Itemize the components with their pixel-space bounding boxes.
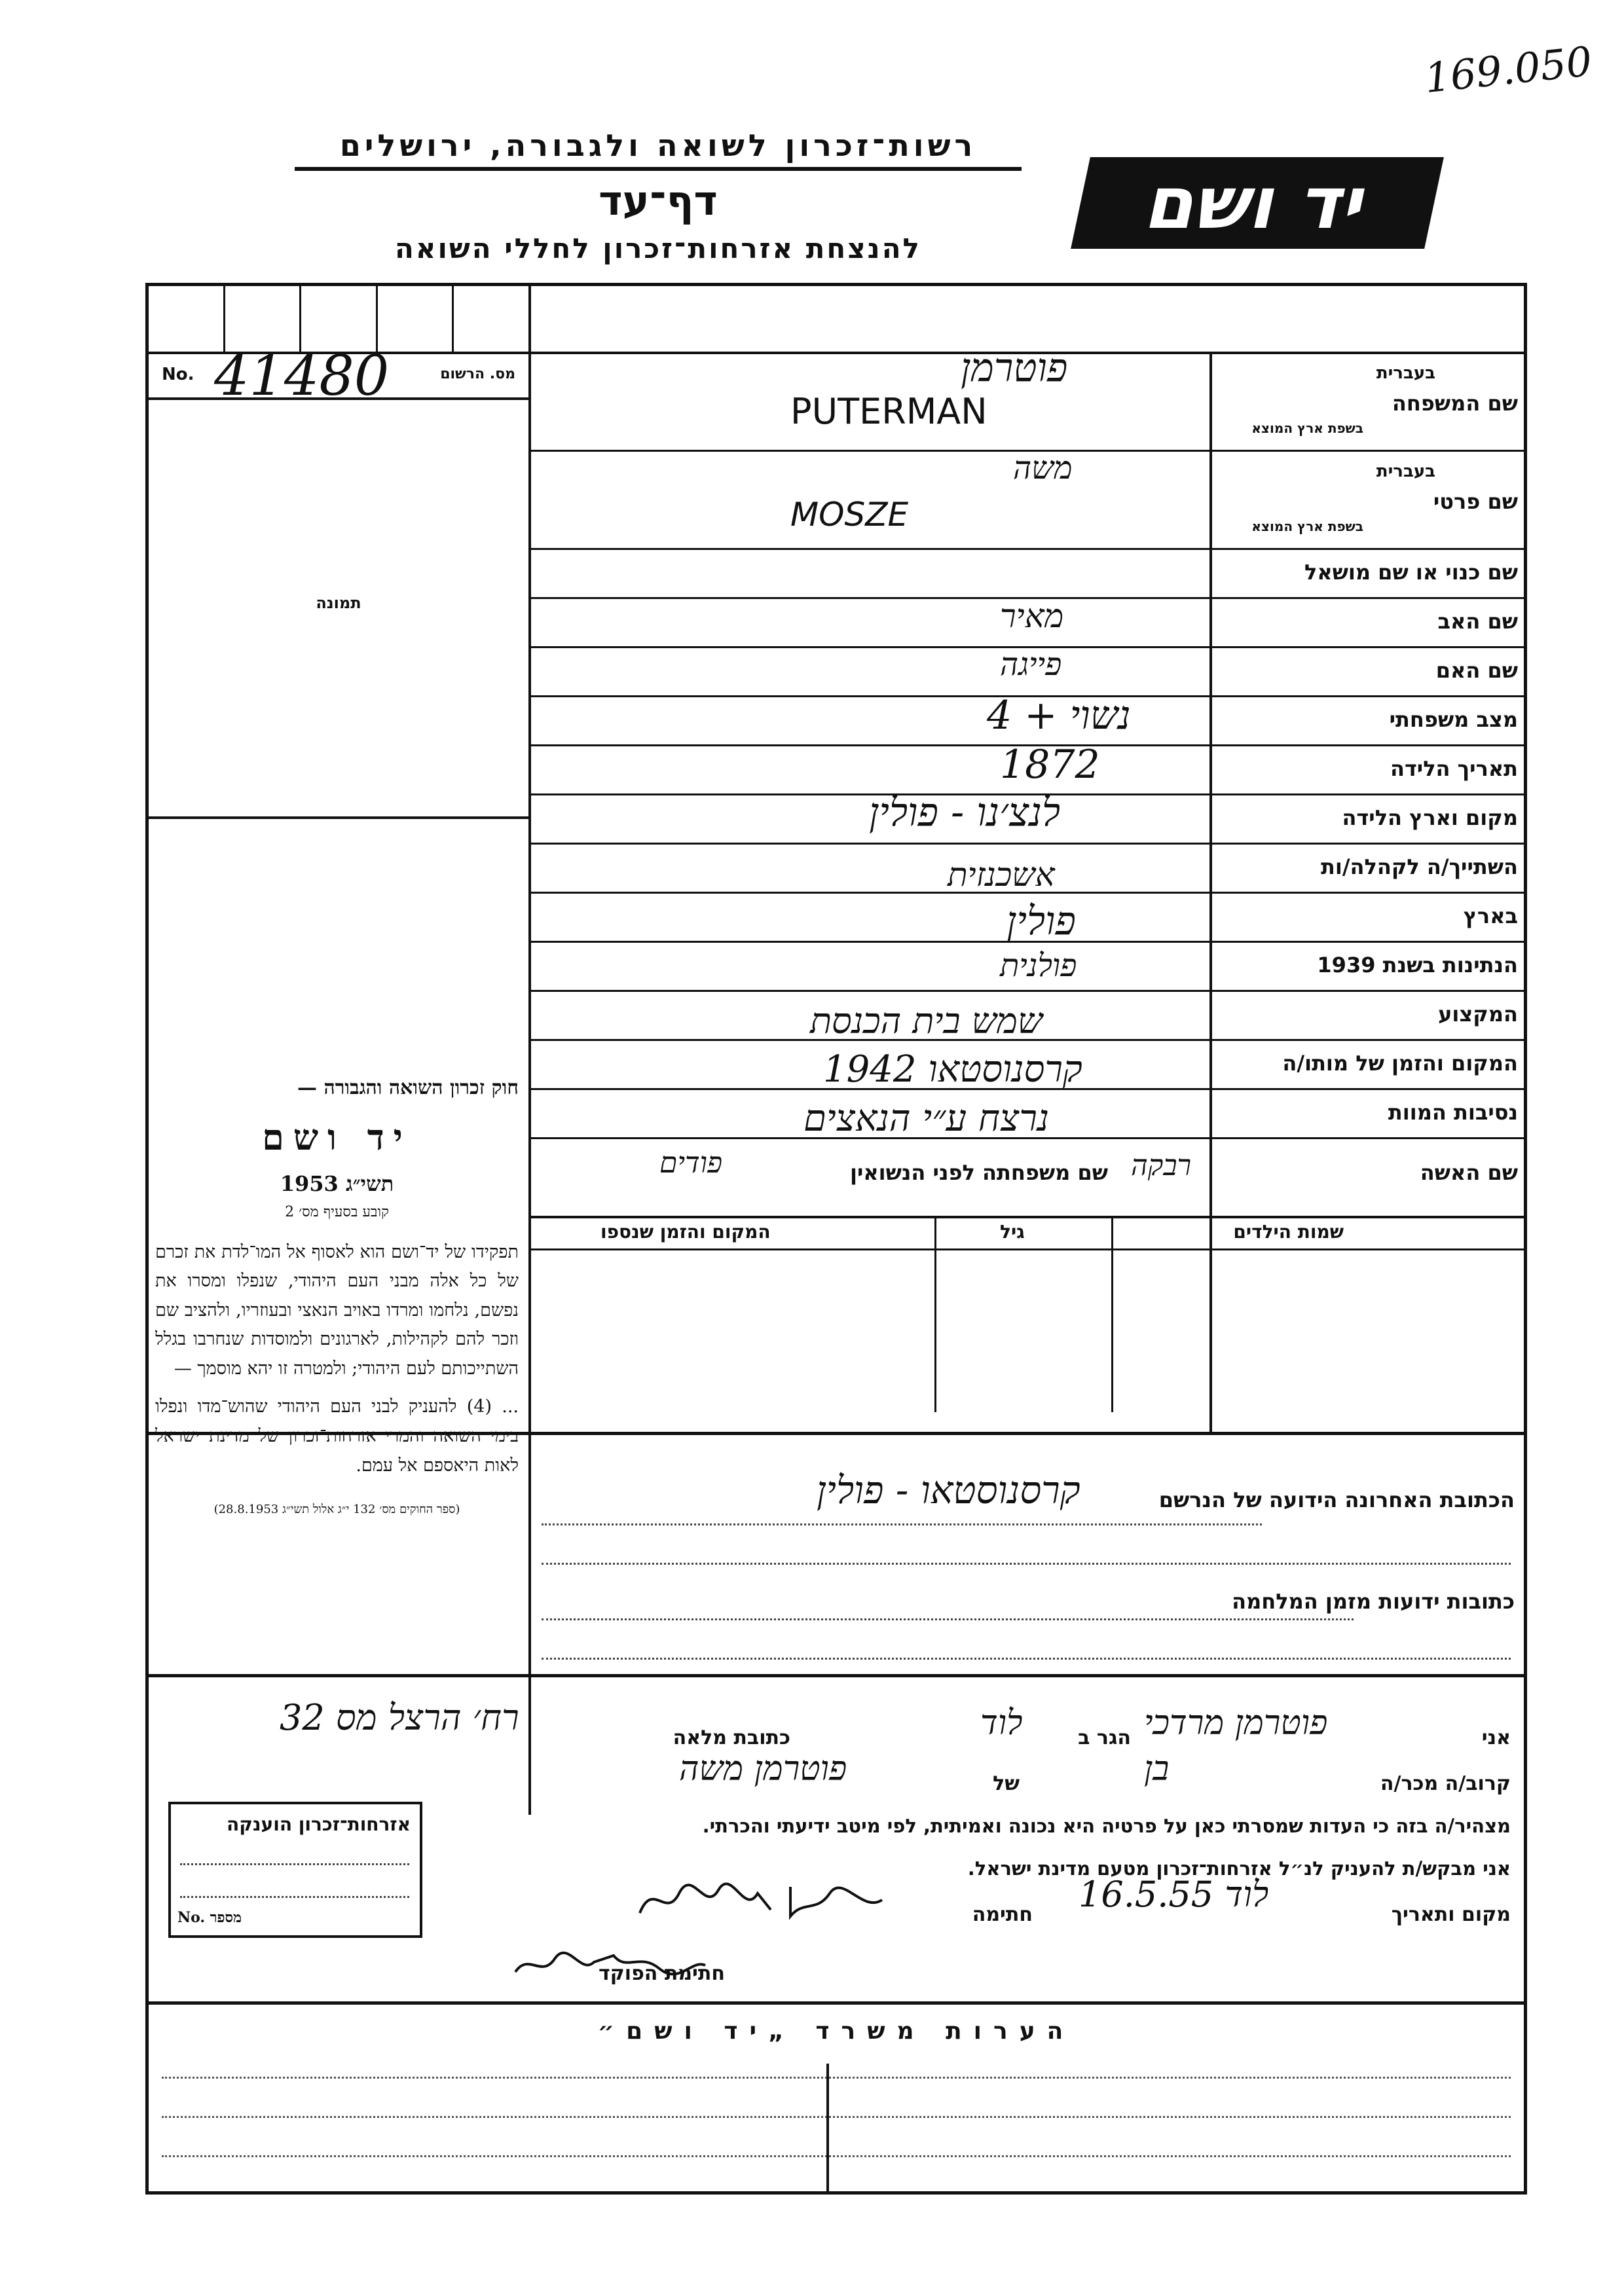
law-section: קובע בסעיף מס׳ 2 <box>285 1204 389 1221</box>
registration-row <box>149 344 528 408</box>
mother-row <box>528 646 1527 697</box>
country-label: בארץ <box>1463 903 1518 928</box>
children-col-divider <box>1111 1216 1113 1412</box>
declarant-address[interactable]: רח׳ הרצל מס 32 <box>280 1697 519 1738</box>
profession-row <box>528 990 1527 1041</box>
declarant-lives-label: הגר ב <box>1078 1726 1131 1749</box>
death-circumstances-label: נסיבות המוות <box>1388 1100 1518 1125</box>
stamp-line <box>180 1863 409 1865</box>
remarks-line <box>162 2077 1511 2079</box>
mother-label: שם האם <box>1435 658 1518 683</box>
relation-value[interactable]: בן <box>1144 1749 1170 1789</box>
law-citation: (ספר החוקים מס׳ 132 י״ג אלול תשי״ג 28.8.1953) <box>213 1503 460 1517</box>
children-header <box>528 1216 1527 1250</box>
war-addresses-label: כתובות ידועות מזמן המלחמה <box>1232 1589 1515 1614</box>
surname-hebrew-value[interactable]: פוטרמן <box>961 345 1068 391</box>
declaration-section <box>149 1674 1524 2005</box>
profession-label: המקצוע <box>1438 1002 1518 1027</box>
remarks-line <box>162 2116 1511 2118</box>
surname-row <box>528 345 1527 452</box>
code-box <box>376 286 452 352</box>
community-row <box>528 843 1527 894</box>
code-box <box>452 286 528 352</box>
last-address-line <box>542 1523 1262 1525</box>
file-number: 169.050 <box>1422 37 1595 103</box>
maiden-name-value[interactable]: פודים <box>659 1146 723 1180</box>
mother-name-value[interactable]: פייגה <box>1000 646 1062 683</box>
top-strip <box>528 286 1527 354</box>
law-title: חוק זכרון השואה והגבורה — <box>297 1076 519 1099</box>
certificate-stamp-box <box>168 1802 422 1938</box>
remarks-line <box>162 2155 1511 2157</box>
death-place-value[interactable]: קרסנוסטאו 1942 <box>823 1048 1082 1091</box>
country-value[interactable]: פולין <box>1006 898 1076 944</box>
death-circumstances-row <box>528 1088 1527 1139</box>
profession-value[interactable]: שמש בית הכנסת <box>810 1000 1043 1042</box>
father-row <box>528 597 1527 648</box>
yad-vashem-logo: יד ושם <box>1071 157 1444 249</box>
surname-local-value[interactable]: PUTERMAN <box>790 391 987 432</box>
surname-local-label: בשפת ארץ המוצא <box>1251 420 1363 436</box>
marital-label: מצב משפחתי <box>1389 707 1518 732</box>
birth-place-value[interactable]: לנצ׳נו - פולין <box>869 790 1061 835</box>
last-address-line <box>542 1563 1511 1565</box>
wife-label: שם האשה <box>1420 1160 1518 1185</box>
relation-of-label: של <box>993 1772 1020 1795</box>
signature-label: חתימה <box>972 1903 1033 1926</box>
first-name-hebrew-value[interactable]: משה <box>1013 450 1073 486</box>
place-date-value[interactable]: לוד 16.5.55 <box>1079 1874 1269 1915</box>
citizenship-label: הנתינות בשנת 1939 <box>1317 953 1518 977</box>
citizenship-row <box>528 941 1527 992</box>
community-label: השתייך/ה לקהלה/ות <box>1320 854 1518 879</box>
registration-no-label: No. <box>162 365 194 384</box>
first-name-local-value[interactable]: MOSZE <box>790 496 909 534</box>
marital-row <box>528 695 1527 746</box>
death-circumstances-value[interactable]: נרצח ע״י הנאצים <box>803 1097 1050 1140</box>
stamp-line <box>180 1896 409 1898</box>
form-subtitle: להנצחת אזרחות־זכרון לחללי השואה <box>395 232 921 264</box>
law-clause: ... (4) להעניק לבני העם היהודי שהוש־מדו ונפלו בימי השואה והמרי אזרחות־זכרון של מדינת ישראל לאות היאספם אל עמם. <box>155 1396 519 1476</box>
children-table <box>528 1216 1527 1432</box>
law-year: תשי״ג 1953 <box>280 1171 394 1196</box>
first-name-label: שם פרטי <box>1433 489 1518 514</box>
children-col-divider <box>934 1216 936 1412</box>
law-name: יד ושם <box>262 1116 412 1158</box>
community-value[interactable]: אשכנזית <box>948 856 1055 894</box>
declaration-statement: מצהיר/ה בזה כי העדות שמסרתי כאן על פרטיה היא נכונה ואמיתית, לפי מיטב ידיעתי והכרתי. <box>702 1815 1511 1837</box>
declarant-signature <box>633 1874 908 1926</box>
war-address-line <box>542 1658 1511 1660</box>
relation-of-name[interactable]: פוטרמן משה <box>679 1749 847 1789</box>
country-row <box>528 892 1527 943</box>
surname-label: שם המשפחה <box>1392 391 1518 416</box>
declarant-prefix: אני <box>1481 1726 1511 1749</box>
registration-number: 41480 <box>214 344 390 408</box>
officer-signature <box>509 1939 718 1985</box>
registration-label: מס. הרשום <box>440 366 515 382</box>
office-remarks <box>149 2001 1524 2191</box>
father-label: שם האב <box>1437 609 1518 634</box>
birth-place-row <box>528 790 1527 845</box>
marital-value[interactable]: נשוי + 4 <box>987 693 1131 738</box>
wife-row <box>528 1137 1527 1218</box>
father-name-value[interactable]: מאיר <box>1000 597 1064 635</box>
certificate-stamp-title: אזרחות־זכרון הוענקה <box>227 1813 411 1835</box>
maiden-name-label: שם משפחתה לפני הנשואין <box>849 1160 1108 1185</box>
remarks-divider <box>826 2064 829 2191</box>
form-header <box>0 121 1624 278</box>
office-remarks-title: הערות משרד „יד ושם״ <box>597 2018 1075 2045</box>
relation-label: קרוב/ה מכר/ה <box>1380 1772 1511 1795</box>
photo-label: תמונה <box>316 594 361 612</box>
declarant-address-label: כתובת מלאה <box>673 1726 790 1749</box>
nickname-label: שם כנוי או שם מושאל <box>1304 560 1518 585</box>
organization-name: רשות־זכרון לשואה ולגבורה, ירושלים <box>295 128 1022 171</box>
officer-signature-label: חתימת הפוקד <box>599 1962 725 1985</box>
testimony-form <box>145 283 1527 2195</box>
declarant-name[interactable]: פוטרמן מרדכי <box>1144 1704 1328 1743</box>
birth-date-row <box>528 744 1527 795</box>
nickname-row <box>528 548 1527 599</box>
form-title: דף־עד <box>599 177 718 225</box>
certificate-number-label: No. מספר <box>177 1909 242 1926</box>
surname-hebrew-label: בעברית <box>1376 363 1435 383</box>
birth-date-label: תאריך הלידה <box>1390 756 1518 781</box>
place-date-label: מקום ותאריך <box>1391 1903 1511 1926</box>
last-address-label: הכתובת האחרונה הידועה של הנרשם <box>1158 1487 1515 1512</box>
request-statement: אני מבקש/ת להעניק לנ״ל אזרחות־זכרון מטעם מדינת ישראל. <box>967 1857 1511 1880</box>
code-box <box>149 286 223 352</box>
declarant-city[interactable]: לוד <box>980 1704 1023 1743</box>
children-place-header: המקום והזמן שנספו <box>600 1221 771 1243</box>
code-box <box>223 286 300 352</box>
first-name-row <box>528 450 1527 550</box>
war-address-line <box>542 1618 1354 1620</box>
death-place-label: המקום והזמן של מותו/ה <box>1282 1051 1518 1076</box>
first-name-hebrew-label: בעברית <box>1376 462 1435 481</box>
citizenship-value[interactable]: פולנית <box>1000 947 1077 984</box>
birth-place-label: מקום וארץ הלידה <box>1342 805 1518 830</box>
children-names-header: שמות הילדים <box>1233 1221 1344 1243</box>
birth-date-value[interactable]: 1872 <box>1000 742 1100 788</box>
death-place-row <box>528 1039 1527 1090</box>
last-address-value[interactable]: קרסנוסטאו - פולין <box>817 1468 1080 1512</box>
first-name-local-label: בשפת ארץ המוצא <box>1251 519 1363 534</box>
children-age-header: גיל <box>1000 1221 1025 1243</box>
code-box <box>299 286 376 352</box>
law-text: תפקידו של יד־ושם הוא לאסוף אל המו־לדת את זכרם של כל אלה מבני העם היהודי, שנפלו ומסרו את נפשם, נלחמו ומרדו באויב הנאצי ובעוזריו, ולהציב שם וזכר להם לקהילות, לארגונים ולמוסדות שנחרבו בגלל השתייכותם לעם היהודי; ולמטרה זו יהא מוסמך — <box>155 1241 519 1379</box>
wife-name-value[interactable]: רבקה <box>1131 1149 1192 1182</box>
